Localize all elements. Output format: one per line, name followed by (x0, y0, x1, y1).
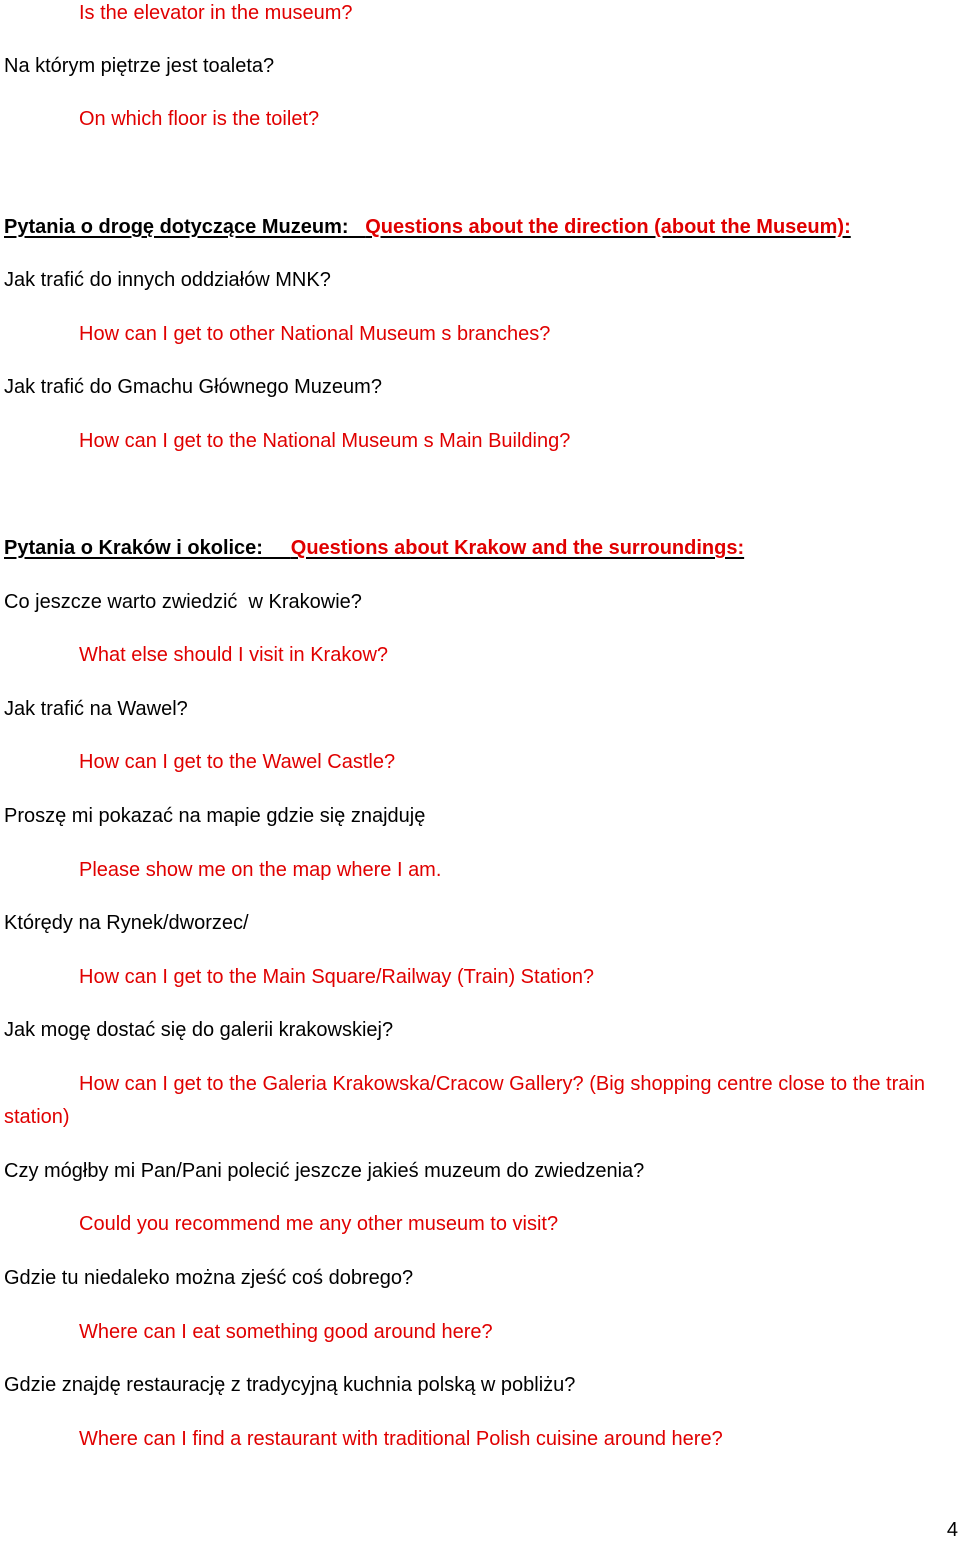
english-question: Is the elevator in the museum? (79, 2, 353, 24)
polish-question: Gdzie znajdę restaurację z tradycyjną kuchnia polską w pobliżu? (4, 1374, 576, 1396)
english-question: Where can I eat something good around here? (79, 1321, 493, 1343)
section-heading-english: Questions about the direction (about the Museum): (365, 216, 851, 238)
heading-gap (263, 537, 291, 559)
section-heading-krakow (4, 536, 744, 560)
polish-question: Proszę mi pokazać na mapie gdzie się znajduję (4, 805, 426, 827)
polish-question: Którędy na Rynek/dworzec/ (4, 912, 249, 934)
section-heading-museum-directions (4, 215, 851, 239)
section-heading-polish: Pytania o drogę dotyczące Muzeum: (4, 216, 349, 238)
heading-gap (349, 216, 366, 238)
english-question: How can I get to the Wawel Castle? (79, 751, 396, 773)
english-question: Could you recommend me any other museum to visit? (79, 1213, 559, 1235)
english-question-wrapped: How can I get to the Galeria Krakowska/Cracow Gallery? (Big shopping centre close to the train station) (4, 1073, 925, 1128)
polish-question: Jak trafić na Wawel? (4, 698, 188, 720)
polish-question: Jak trafić do innych oddziałów MNK? (4, 269, 331, 291)
english-question: What else should I visit in Krakow? (79, 644, 389, 666)
polish-question: Jak mogę dostać się do galerii krakowskiej? (4, 1019, 394, 1041)
english-question: How can I get to other National Museum s branches? (79, 323, 551, 345)
section-heading-english: Questions about Krakow and the surroundings: (290, 537, 745, 559)
english-question: On which floor is the toilet? (79, 108, 320, 130)
page-number: 4 (946, 1519, 958, 1541)
polish-question: Gdzie tu niedaleko można zjeść coś dobrego? (4, 1267, 414, 1289)
english-question: Where can I find a restaurant with traditional Polish cuisine around here? (79, 1428, 723, 1450)
english-question: How can I get to the Main Square/Railway (Train) Station? (79, 966, 595, 988)
polish-question: Jak trafić do Gmachu Głównego Muzeum? (4, 376, 382, 398)
polish-question: Na którym piętrze jest toaleta? (4, 55, 275, 77)
polish-question: Czy mógłby mi Pan/Pani polecić jeszcze jakieś muzeum do zwiedzenia? (4, 1160, 645, 1182)
polish-question: Co jeszcze warto zwiedzić w Krakowie? (4, 591, 362, 613)
english-question: How can I get to the National Museum s Main Building? (79, 430, 571, 452)
section-heading-polish: Pytania o Kraków i okolice: (4, 537, 263, 559)
english-question: Please show me on the map where I am. (79, 859, 442, 881)
